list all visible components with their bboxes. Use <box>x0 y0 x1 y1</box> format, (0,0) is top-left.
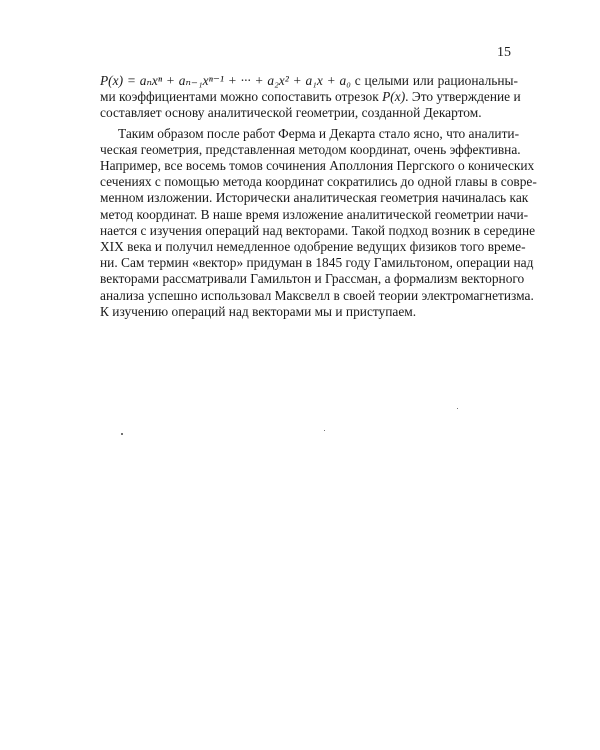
paragraph-1-line-2-head: ми коэффициентами можно сопоставить отрезок <box>100 89 379 105</box>
polynomial-formula: P(x) = aₙxⁿ + aₙ₋₁xⁿ⁻¹ + ··· + a₂x² + a₁x + a₀ <box>100 73 351 88</box>
paragraph-2-line-12: К изучению операций над векторами мы и приступаем. <box>100 303 417 319</box>
paragraph-2-line-5: менном изложении. Исторически аналитическая геометрия начиналась как <box>100 190 529 206</box>
paragraph-2-line-3: Например, все восемь томов сочинения Аполлония Пергского о конических <box>100 158 535 174</box>
scan-speck <box>324 430 325 431</box>
scan-speck <box>121 433 123 435</box>
paragraph-1-line-1 <box>100 73 518 89</box>
paragraph-2-line-7: нается с изучения операций над векторами. Такой подход возник в середине <box>100 222 536 238</box>
paragraph-1-line-2-tail: . Это утверждение и <box>405 89 521 105</box>
paragraph-2-line-11: анализа успешно использовал Максвелл в своей теории электромагнетизма. <box>100 287 534 303</box>
paragraph-2-line-6: метод координат. В наше время изложение аналитической геометрии начи- <box>100 206 529 222</box>
paragraph-1-line-1-tail: с целыми или рациональны- <box>354 73 518 88</box>
segment-formula: P(x) <box>382 89 406 105</box>
paragraph-2-line-8: XIX века и получил немедленное одобрение ведущих физиков того време- <box>100 239 526 255</box>
paragraph-1-line-2 <box>100 89 521 105</box>
paragraph-2-line-4: сечениях с помощью метода координат сократились до одной главы в совре- <box>100 174 537 190</box>
paragraph-2-line-2: ческая геометрия, представленная методом координат, очень эффективна. <box>100 141 521 157</box>
paragraph-2-line-1: Таким образом после работ Ферма и Декарта стало ясно, что аналити- <box>118 125 520 141</box>
paragraph-2-line-9: ни. Сам термин «вектор» придуман в 1845 году Гамильтоном, операции над <box>100 255 534 271</box>
body-text <box>100 73 537 320</box>
paragraph-2-line-10: векторами рассматривали Гамильтон и Грассман, а формализм векторного <box>100 271 525 287</box>
page-number: 15 <box>497 45 511 60</box>
paragraph-1-line-3: составляет основу аналитической геометрии, созданной Декартом. <box>100 105 482 121</box>
scan-speck <box>457 408 458 409</box>
